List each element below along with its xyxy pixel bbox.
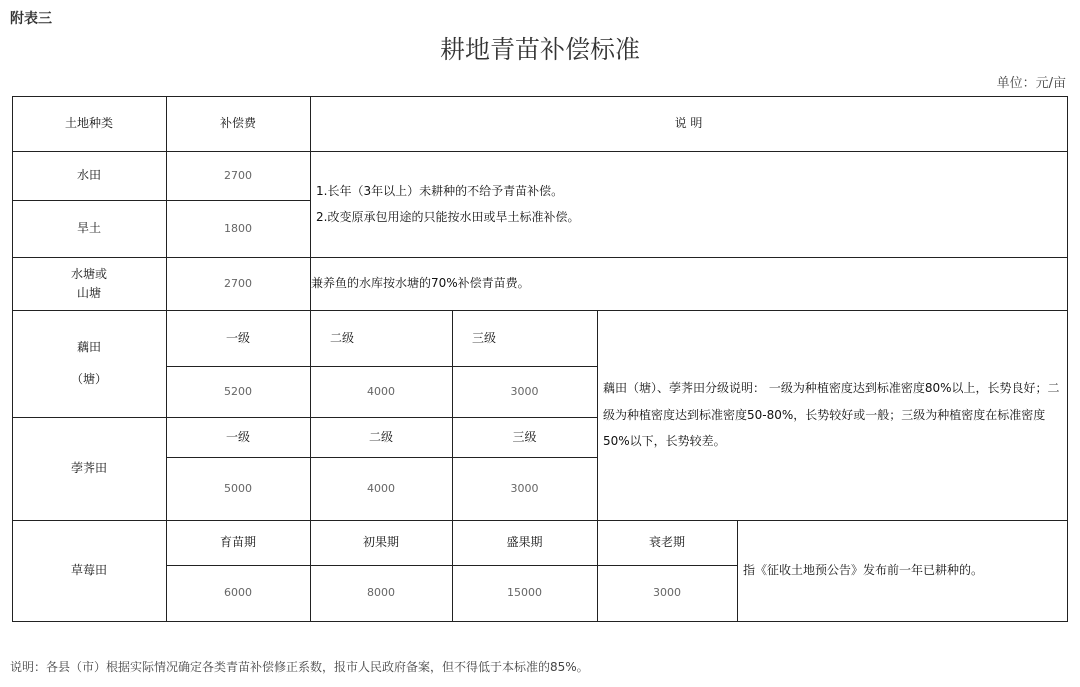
- table-rule: [737, 520, 738, 621]
- strawberry-fee: 15000: [507, 586, 542, 600]
- pond-note: 兼养鱼的水库按水塘的70%补偿青苗费。: [311, 276, 530, 291]
- strawberry-period: 盛果期: [506, 535, 543, 550]
- land-type-paddy: 水田: [76, 168, 101, 183]
- header-land-type: 土地种类: [64, 116, 113, 131]
- note-line: 2.改变原承包用途的只能按水田或旱土标准补偿。: [316, 210, 580, 224]
- land-type-strawberry: 草莓田: [70, 563, 107, 578]
- pond-name-line: 山塘: [76, 285, 101, 300]
- land-type-pond: [12, 257, 166, 310]
- lotus-grade: 三级: [472, 330, 497, 345]
- table-border-right: [1067, 96, 1068, 622]
- unit-label: 单位：元/亩: [996, 76, 1066, 91]
- footer-note: 说明：各县（市）根据实际情况确定各类青苗补偿修正系数，报市人民政府备案，但不得低于本标准的85%。: [10, 660, 589, 674]
- land-type-lotus: [12, 310, 166, 417]
- header-compensation: 补偿费: [219, 116, 256, 131]
- land-type-waterchestnut: 荸荠田: [70, 461, 107, 476]
- header-description: 说 明: [674, 116, 703, 131]
- pond-name-line: 水塘或: [70, 266, 107, 281]
- strawberry-period: 初果期: [362, 535, 399, 550]
- page-title: 耕地青苗补偿标准: [439, 35, 640, 64]
- land-type-dry: 旱土: [76, 221, 101, 236]
- paddy-dry-notes: [316, 151, 1061, 257]
- appendix-label: 附表三: [10, 11, 52, 27]
- waterchestnut-grade: 三级: [512, 429, 537, 444]
- grade-note: 藕田（塘）、荸荠田分级说明： 一级为种植密度达到标准密度80%以上，长势良好；二级为种植密度达到标准密度50-80%，长势较好或一般；三级为种植密度在标准密度50%以下，长势较差。: [603, 381, 1060, 449]
- lotus-name-line: 藕田: [76, 340, 101, 355]
- lotus-name-line: （塘）: [70, 371, 107, 386]
- table-border-bottom: [12, 621, 1068, 622]
- note-line: 1.长年（3年以上）未耕种的不给予青苗补偿。: [316, 183, 564, 198]
- fee-dry: 1800: [224, 221, 252, 235]
- waterchestnut-fee: 5000: [224, 481, 252, 495]
- strawberry-fee: 6000: [224, 586, 252, 600]
- lotus-grade: 二级: [330, 330, 355, 345]
- strawberry-period: 育苗期: [219, 535, 256, 550]
- lotus-grade: 一级: [225, 330, 250, 345]
- fee-pond: 2700: [224, 276, 252, 290]
- strawberry-fee: 3000: [653, 586, 681, 600]
- lotus-fee: 4000: [367, 384, 395, 398]
- waterchestnut-fee: 4000: [367, 481, 395, 495]
- strawberry-note: 指《征收土地预公告》发布前一年已耕种的。: [743, 563, 984, 578]
- lotus-fee: 3000: [510, 384, 539, 398]
- waterchestnut-grade: 一级: [225, 429, 250, 444]
- fee-paddy: 2700: [224, 168, 252, 182]
- waterchestnut-fee: 3000: [510, 481, 539, 495]
- strawberry-period: 衰老期: [648, 535, 685, 550]
- lotus-fee: 5200: [224, 384, 252, 398]
- strawberry-fee: 8000: [367, 586, 395, 600]
- waterchestnut-grade: 二级: [368, 429, 393, 444]
